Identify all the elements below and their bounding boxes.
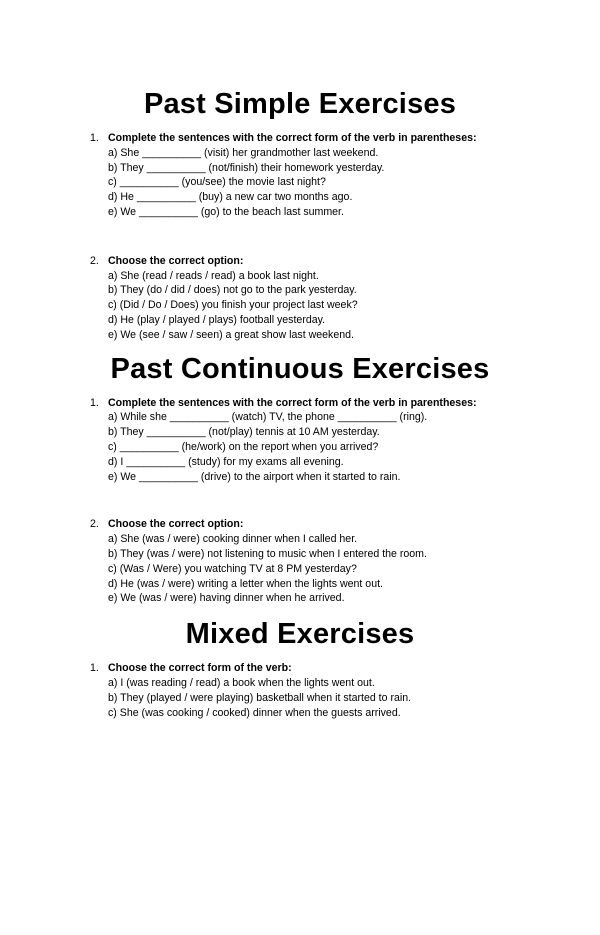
exercise-item: c) (Was / Were) you watching TV at 8 PM yesterday? bbox=[108, 562, 357, 575]
exercise-instruction: Complete the sentences with the correct form of the verb in parentheses: bbox=[108, 132, 477, 144]
exercise-number: 2. bbox=[90, 518, 99, 531]
exercise-number: 1. bbox=[90, 662, 99, 675]
worksheet-page bbox=[0, 87, 600, 935]
exercise-item: b) They (do / did / does) not go to the park yesterday. bbox=[108, 284, 357, 297]
exercise-item: b) They (played / were playing) basketball when it started to rain. bbox=[108, 691, 412, 704]
exercise-item: d) I __________ (study) for my exams all evening. bbox=[108, 455, 344, 468]
exercise-item: a) She (read / reads / read) a book last night. bbox=[108, 269, 319, 282]
exercise-number: 2. bbox=[90, 254, 99, 267]
exercise-instruction: Choose the correct option: bbox=[108, 518, 244, 531]
exercise-item: c) She (was cooking / cooked) dinner when the guests arrived. bbox=[108, 706, 401, 719]
exercise-item: a) I (was reading / read) a book when the lights went out. bbox=[108, 676, 375, 689]
exercise-block bbox=[0, 396, 600, 485]
exercise-instruction: Choose the correct option: bbox=[108, 254, 244, 267]
exercise-instruction: Choose the correct form of the verb: bbox=[108, 662, 292, 675]
exercise-item: e) We __________ (go) to the beach last summer. bbox=[108, 205, 344, 218]
section-title-past-simple: Past Simple Exercises bbox=[143, 88, 457, 120]
exercise-block bbox=[0, 661, 600, 720]
exercise-number: 1. bbox=[90, 132, 99, 144]
exercise-item: c) __________ (you/see) the movie last night? bbox=[108, 176, 326, 189]
exercise-instruction: Complete the sentences with the correct form of the verb in parentheses: bbox=[108, 396, 477, 409]
exercise-item: b) They __________ (not/finish) their homework yesterday. bbox=[108, 161, 385, 174]
exercise-item: d) He __________ (buy) a new car two months ago. bbox=[108, 191, 353, 204]
exercise-item: e) We (was / were) having dinner when he arrived. bbox=[108, 592, 345, 605]
exercise-item: a) She __________ (visit) her grandmother last weekend. bbox=[108, 146, 379, 159]
exercise-block bbox=[0, 131, 600, 220]
section-title-mixed: Mixed Exercises bbox=[185, 618, 415, 651]
exercise-item: a) She (was / were) cooking dinner when I called her. bbox=[108, 533, 358, 546]
exercise-item: e) We (see / saw / seen) a great show last weekend. bbox=[108, 328, 354, 341]
exercise-item: c) __________ (he/work) on the report when you arrived? bbox=[108, 440, 379, 453]
exercise-item: d) He (play / played / plays) football yesterday. bbox=[108, 313, 326, 326]
exercise-block bbox=[0, 517, 600, 606]
exercise-number: 1. bbox=[90, 396, 99, 409]
exercise-item: c) (Did / Do / Does) you finish your project last week? bbox=[108, 299, 358, 312]
exercise-item: b) They __________ (not/play) tennis at 10 AM yesterday. bbox=[108, 426, 380, 439]
exercise-item: b) They (was / were) not listening to music when I entered the room. bbox=[108, 547, 427, 560]
exercise-item: d) He (was / were) writing a letter when the lights went out. bbox=[108, 577, 383, 590]
exercise-item: a) While she __________ (watch) TV, the phone __________ (ring). bbox=[108, 411, 428, 424]
exercise-item: e) We __________ (drive) to the airport when it started to rain. bbox=[108, 470, 401, 483]
exercise-block bbox=[0, 254, 600, 343]
section-title-past-continuous: Past Continuous Exercises bbox=[110, 352, 490, 385]
